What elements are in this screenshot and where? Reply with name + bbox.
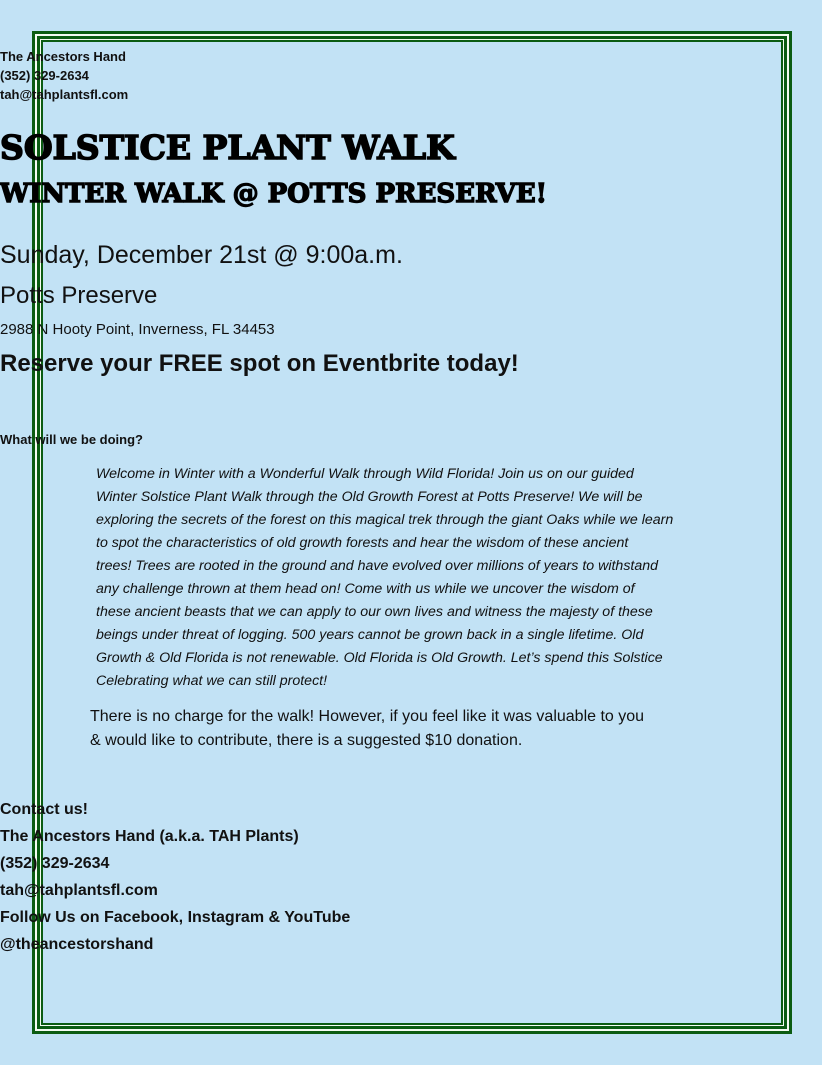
event-venue: Potts Preserve xyxy=(0,282,158,309)
reserve-cta: Reserve your FREE spot on Eventbrite today! xyxy=(0,350,519,377)
contact-org-name: The Ancestors Hand (a.k.a. TAH Plants) xyxy=(0,828,299,845)
description-heading: What will we be doing? xyxy=(0,432,143,447)
donation-line: There is no charge for the walk! However, if you feel like it was valuable to you xyxy=(90,708,645,725)
donation-line: & would like to contribute, there is a suggested $10 donation. xyxy=(90,732,523,749)
description-line: Growth & Old Florida is not renewable. Old Florida is Old Growth. Let’s spend this Solstice xyxy=(96,650,663,666)
header-org-name: The Ancestors Hand xyxy=(0,49,126,64)
description-line: to spot the characteristics of old growth forests and hear the wisdom of these ancient xyxy=(96,535,629,551)
subtitle: WINTER WALK @ POTTS PRESERVE! xyxy=(0,179,548,209)
header-email: tah@tahplantsfl.com xyxy=(0,87,129,102)
description-line: Winter Solstice Plant Walk through the Old Growth Forest at Potts Preserve! We will be xyxy=(96,489,643,505)
description-line: trees! Trees are rooted in the ground and have evolved over millions of years to withstand xyxy=(96,558,659,574)
description-paragraph xyxy=(96,463,728,693)
description-line: these ancient beasts that we can apply to our own lives and witness the majesty of these xyxy=(96,604,653,620)
event-address: 2988 N Hooty Point, Inverness, FL 34453 xyxy=(0,321,275,338)
description-line: any challenge thrown at them head on! Come with us while we uncover the wisdom of xyxy=(96,581,635,597)
contact-heading: Contact us! xyxy=(0,801,88,818)
description-line: Celebrating what we can still protect! xyxy=(96,673,328,689)
contact-phone: (352) 329-2634 xyxy=(0,855,110,872)
contact-email: tah@tahplantsfl.com xyxy=(0,882,158,899)
header-phone: (352) 329-2634 xyxy=(0,68,89,83)
event-date-time: Sunday, December 21st @ 9:00a.m. xyxy=(0,241,403,269)
contact-social: Follow Us on Facebook, Instagram & YouTube xyxy=(0,909,351,926)
main-title: SOLSTICE PLANT WALK xyxy=(0,128,455,167)
donation-note xyxy=(90,705,732,753)
contact-handle: @theancestorshand xyxy=(0,936,154,953)
description-line: exploring the secrets of the forest on this magical trek through the giant Oaks while we learn xyxy=(96,512,674,528)
description-line: Welcome in Winter with a Wonderful Walk through Wild Florida! Join us on our guided xyxy=(96,466,634,482)
contact-section xyxy=(0,796,822,958)
description-line: beings under threat of logging. 500 years cannot be grown back in a single lifetime. Old xyxy=(96,627,644,643)
